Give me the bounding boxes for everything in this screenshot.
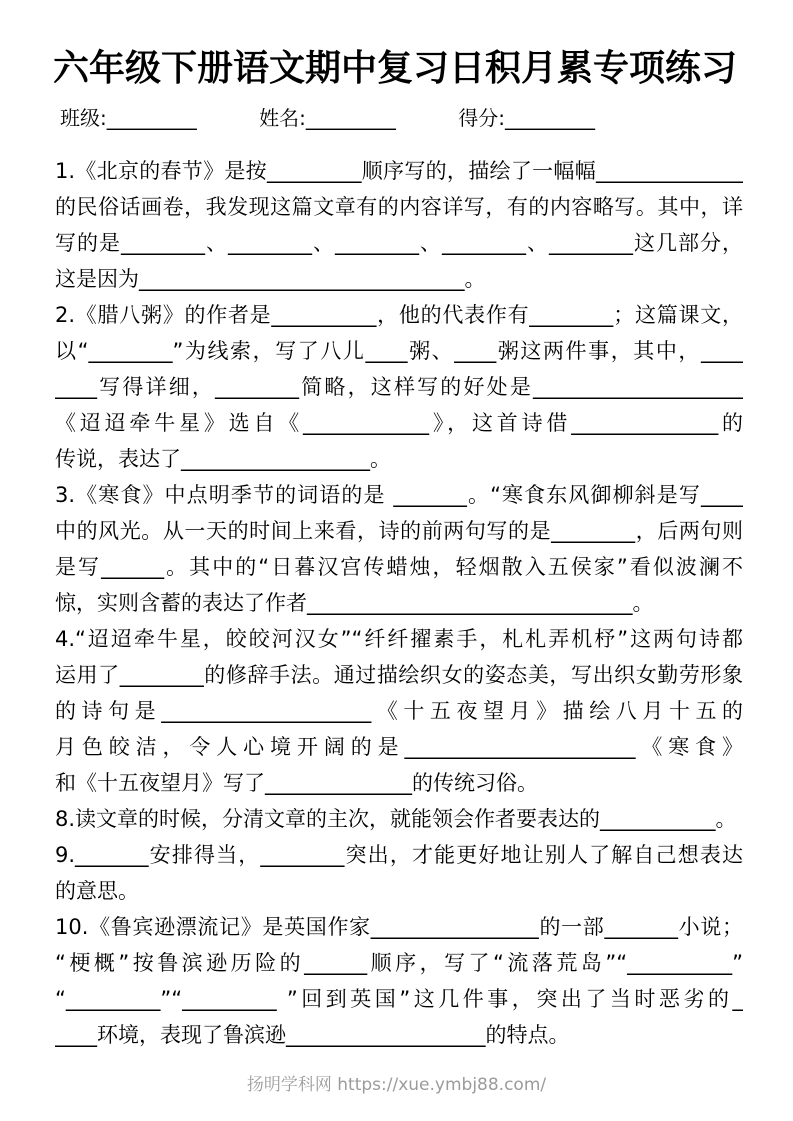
question-line: 中的风光。从一天的时间上来看，诗的前两句写的是________，后两句则 [55,519,743,543]
question-line: ____环境，表现了鲁滨逊___________________的特点。 [55,1023,570,1047]
question-line: 运用了________的修辞手法。通过描绘织女的姿态美，写出织女勤劳形象 [55,663,743,687]
class-field: 班级:_________ [60,106,197,130]
question-line: 这是因为_______________________________。 [55,267,486,291]
page-title: 六年级下册语文期中复习日积月累专项练习 [53,48,738,89]
score-field: 得分:_________ [458,106,595,130]
question-9 [55,837,743,909]
question-line: 3.《寒食》中点明季节的词语的是 _______。“寒食东风御柳斜是写____ [55,483,743,507]
question-line: 1.《北京的春节》是按_________顺序写的，描绘了一幅幅______________ [55,159,743,183]
question-line: 9._______安排得当，________突出，才能更好地让别人了解自己想表达 [55,843,743,867]
question-line: 以“________”为线索，写了八儿____粥、____粥这两件事，其中，____ [55,339,743,363]
question-line: 8.读文章的时候，分清文章的主次，就能领会作者要表达的___________。 [55,807,737,831]
question-3 [55,477,743,621]
question-line: 2.《腊八粥》的作者是__________，他的代表作有________；这篇课文， [55,303,743,327]
question-line: 传说，表达了__________________。 [55,447,391,471]
question-1 [55,153,743,297]
question-line: 4.“迢迢牵牛星，皎皎河汉女”“纤纤擢素手，札札弄机杼”这两句诗都 [55,627,743,651]
question-4 [55,621,743,801]
question-line: 写的是________、________、________、________、________这几部分， [55,231,743,255]
question-2 [55,297,743,477]
info-row [0,104,793,132]
question-line: 月色皎洁，令人心境开阔的是______________________《寒食》 [55,735,743,759]
question-10 [55,909,743,1053]
question-line: 10.《鲁宾逊漂流记》是英国作家________________的一部_______小说； [55,915,743,939]
question-line: 的意思。 [55,879,139,903]
question-line: ____写得详细，________简略，这样写的好处是____________________ [55,375,743,399]
question-line: “_________”“_________ ”回到英国”这几件事，突出了当时恶劣的_ [55,987,743,1011]
question-line: 的诗句是____________________《十五夜望月》描绘八月十五的 [55,699,743,723]
question-line: 是写______。其中的“日暮汉宫传蜡烛，轻烟散入五侯家”看似波澜不 [55,555,743,579]
question-line: 《迢迢牵牛星》选自《____________》，这首诗借______________的 [55,411,743,435]
questions-container [55,153,743,1053]
question-8 [55,801,743,837]
question-line: 惊，实则含蓄的表达了作者_______________________________。 [55,591,654,615]
footer-credit: 扬明学科网 https://xue.ymbj88.com/ [246,1075,547,1095]
question-line: “梗概”按鲁滨逊历险的______顺序，写了“流落荒岛”“__________” [55,951,743,975]
name-field: 姓名:_________ [259,106,396,130]
question-line: 和《十五夜望月》写了______________的传统习俗。 [55,771,538,795]
question-line: 的民俗话画卷，我发现这篇文章有的内容详写，有的内容略写。其中，详 [55,195,743,219]
footer [0,1070,793,1095]
